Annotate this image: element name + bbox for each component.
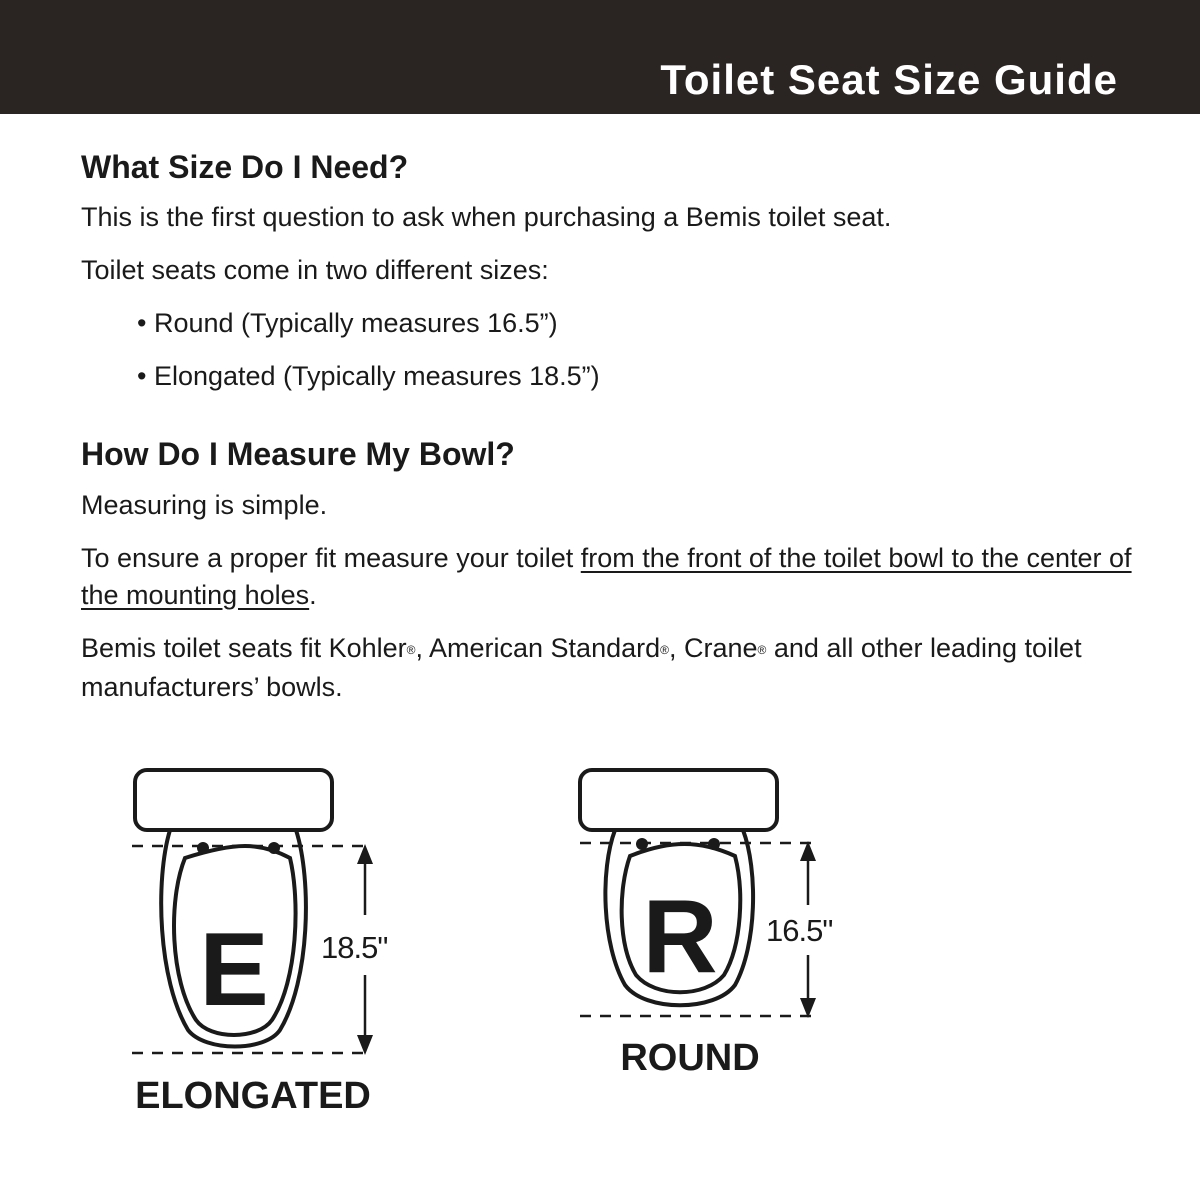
compat-crane: , Crane <box>668 632 758 663</box>
measure-link-text: from the front of the toilet bowl to the center of the mounting holes <box>81 542 1132 610</box>
elongated-mount-hole-right <box>268 842 280 854</box>
elongated-letter: E <box>199 912 269 1028</box>
elongated-mount-hole-left <box>197 842 209 854</box>
elongated-label: ELONGATED <box>135 1075 371 1117</box>
bullet-round: • Round (Typically measures 16.5”) <box>137 308 558 339</box>
measure-heading: How Do I Measure My Bowl? <box>81 436 515 473</box>
compat-kohler: Bemis toilet seats fit Kohler <box>81 632 407 663</box>
bullet-elongated: • Elongated (Typically measures 18.5”) <box>137 361 600 392</box>
measure-line2-pre: To ensure a proper fit measure your toilet <box>81 542 581 573</box>
registered-mark: ® <box>757 642 767 657</box>
round-diagram <box>580 770 832 1079</box>
elongated-measurement: 18.5" <box>321 930 388 965</box>
round-letter: R <box>642 879 718 995</box>
registered-mark: ® <box>406 642 416 657</box>
round-label: ROUND <box>620 1037 760 1079</box>
size-heading: What Size Do I Need? <box>81 149 409 185</box>
compat-rest: and all other leading toilet manufacturers’ bowls. <box>81 632 1082 702</box>
elongated-diagram <box>132 770 387 1117</box>
size-intro: This is the first question to ask when purchasing a Bemis toilet seat. <box>81 202 892 233</box>
measure-line2-post: . <box>309 579 317 610</box>
compat-american-standard: , American Standard <box>415 632 661 663</box>
registered-mark: ® <box>660 642 669 657</box>
measure-line1: Measuring is simple. <box>81 489 328 520</box>
elongated-tank <box>135 770 332 830</box>
round-measurement: 16.5" <box>766 913 833 948</box>
round-tank <box>580 770 777 830</box>
page-title: Toilet Seat Size Guide <box>660 56 1118 103</box>
size-lead: Toilet seats come in two different sizes: <box>81 255 549 286</box>
